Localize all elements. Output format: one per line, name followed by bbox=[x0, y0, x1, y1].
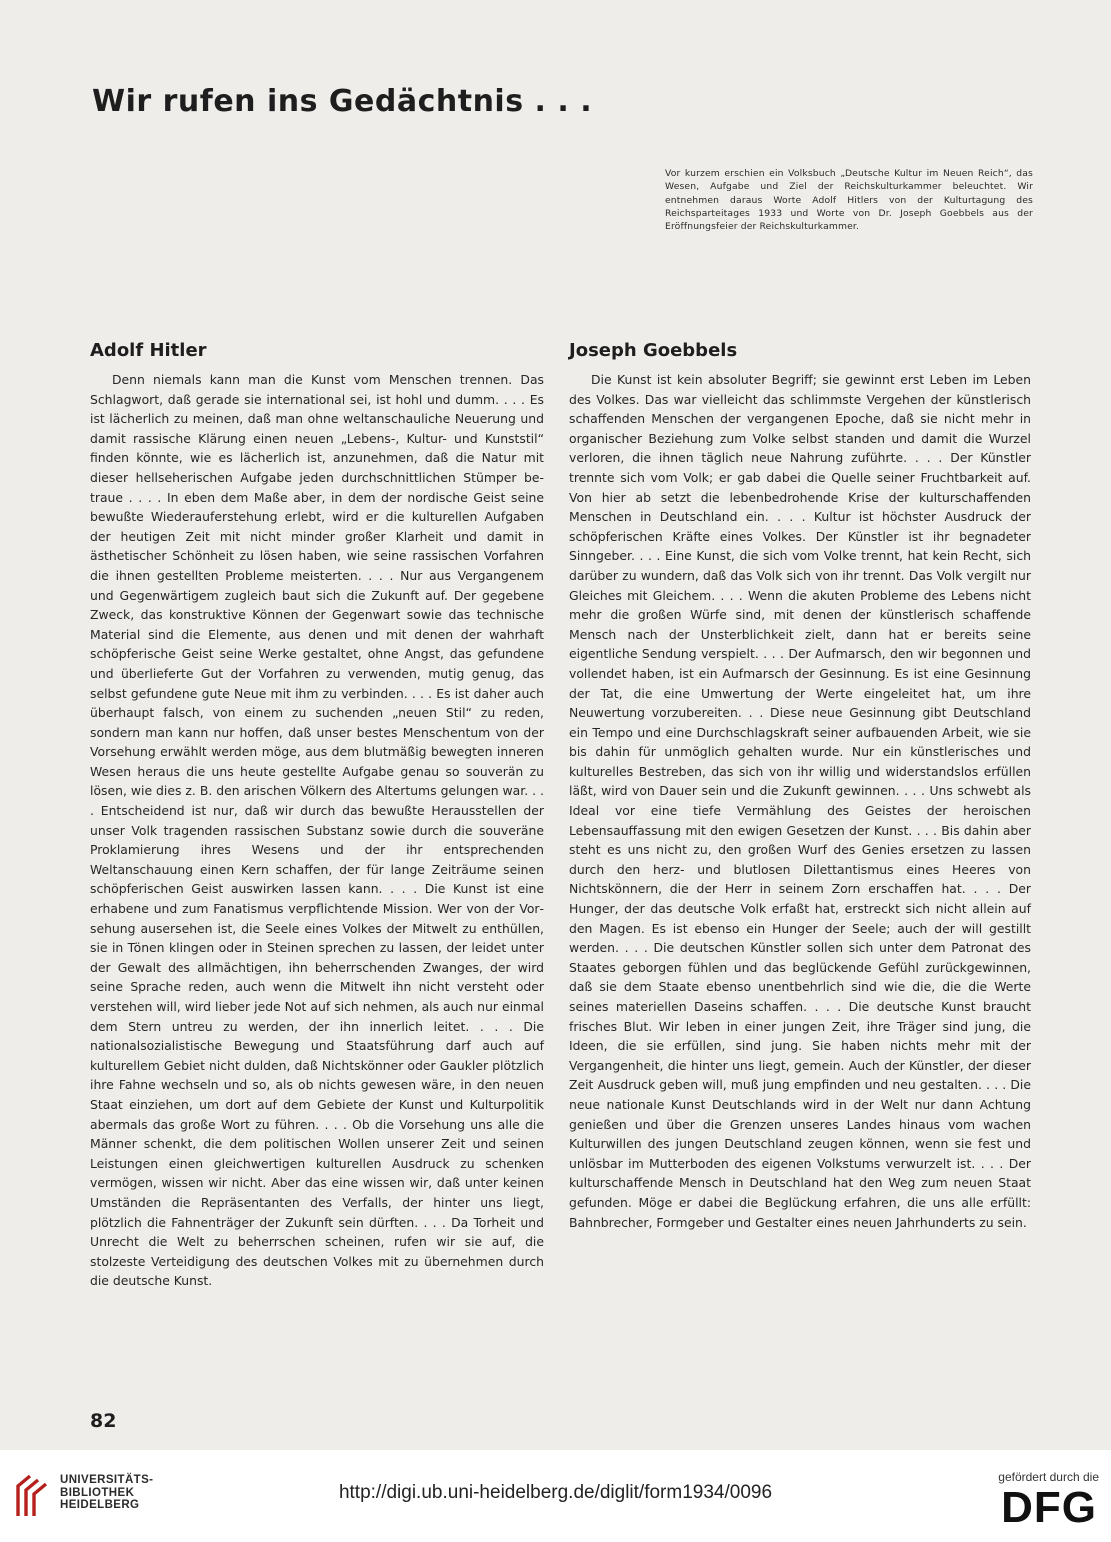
left-column-heading: Adolf Hitler bbox=[90, 340, 207, 361]
right-column bbox=[569, 370, 1031, 1232]
right-column-heading: Joseph Goebbels bbox=[569, 340, 738, 361]
left-column bbox=[90, 370, 544, 1291]
article-title: Wir rufen ins Gedächtnis . . . bbox=[92, 84, 593, 119]
source-url[interactable]: http://digi.ub.uni-heidelberg.de/diglit/form1934/0096 bbox=[338, 1482, 773, 1503]
library-name-line3: HEIDELBERG bbox=[60, 1499, 140, 1511]
library-name-line1: UNIVERSITÄTS- bbox=[60, 1474, 154, 1486]
page-number: 82 bbox=[90, 1410, 117, 1432]
right-column-text: Die Kunst ist kein absoluter Begriff; sie gewinnt erst Leben im Leben des Volkes. Das war vielleicht das schlimmste Vergehen der künstlerisch schaffenden Menschen der vergangenen Epoche, daß sie nicht mehr in organischer Beziehung zum Volke selbst standen und damit die Wurzel verloren, die ihnen täglich neue Nahrung zuführte. . . . Der Künstler trennte sich vom Volk; er gab dabei die Quelle seiner Fruchtbarkeit auf. Von hier ab setzt die lebenbedrohende Krise der kulturschaffenden Menschen in Deutschland ein. . . . Kultur ist höchster Ausdruck der schöpferischen Kräfte eines Volkes. Der Künstler ist ihr begnadeter Sinngeber. . . . Eine Kunst, die sich vom Volke trennt, hat kein Recht, sich darüber zu wundern, daß das Volk sich von ihr trennt. Das Volk vergilt nur Gleiches mit Gleichem. . . . Wenn die akuten Probleme des Lebens nicht mehr die großen Würfe sind, mit denen der künstlerisch schaffende Mensch nach der Unsterblichkeit zielt, dann hat er bereits seine eigentliche Sendung verspielt. . . . Der Aufmarsch, den wir begonnen und vollendet haben, ist ein Aufmarsch der Gesinnung. Es ist eine Gesinnung der Tat, die eine Umwertung der Werte eingeleitet hat, um ihre Neuwertung vorzubereiten. . . Diese neue Gesinnung gibt Deutschland ein Tempo und eine Durchschlagskraft seiner aufbauenden Arbeit, wie sie bis dahin für unmöglich gehalten wurde. Nur ein künstlerisches und kulturelles Bestreben, das sich von ihr willig und widerstandslos erfüllen läßt, wird von Dauer sein und die Zukunft gewinnen. . . . Uns schwebt als Ideal vor eine tiefe Vermählung des Geistes der heroischen Lebensauffassung mit den ewigen Gesetzen der Kunst. . . . Bis dahin aber steht es uns nicht zu, den großen Wurf des Genies ersetzen zu lassen durch den herz- und blutlosen Dilettantismus eines Heeres von Nichtskönnern, die der Herr in seinem Zorn erschaffen hat. . . . Der Hunger, der das deutsche Volk erfaßt hat, erstreckt sich nicht allein auf den Magen. Es ist ebenso ein Hunger der Seele; auch der will gestillt werden. . . . Die deutschen Künstler sollen sich unter dem Patronat des Staates geborgen fühlen und das beglückende Gefühl zurückgewinnen, daß sie dem Staate ebenso unentbehrlich sind wie die, die die Werte seines materiellen Daseins schaffen. . . . Die deutsche Kunst braucht frisches Blut. Wir leben in einer jungen Zeit, ihre Träger sind jung, die Ideen, die sie erfüllen, sind jung. Sie haben nichts mehr mit der Vergangenheit, die hinter uns liegt, gemein. Auch der Künstler, der dieser Zeit Ausdruck geben will, muß jung empfinden und neu gestalten. . . . Die neue nationale Kunst Deutschlands wird in der Welt nur dann Achtung genießen und über die Grenzen unseres Landes hinaus vom wachen Kulturwillen des jungen Deutschland zeugen können, wenn sie fest und unlösbar im Mutterboden des eigenen Volkstums verwurzelt ist. . . . Der kulturschaffende Mensch in Deutschland hat den Weg zum neuen Staat gefunden. Möge er dabei die Beglückung erfahren, die uns alle erfüllt: Bahnbrecher, Formgeber und Gestalter eines neuen Jahrhunderts zu sein. bbox=[569, 372, 1031, 1230]
intro-text: Vor kurzem erschien ein Volksbuch „Deutsche Kultur im Neuen Reich“, das Wesen, Aufgabe und Ziel der Reichskulturkammer beleuchtet. Wir entnehmen daraus Worte Adolf Hitlers von der Kulturtagung des Reichsparteitages 1933 und Worte von Dr. Joseph Goebbels aus der Eröffnungsfeier der Reichskulturkammer. bbox=[665, 168, 1033, 233]
library-name-line2: BIBLIOTHEK bbox=[60, 1486, 135, 1499]
funding-label: gefördert durch die bbox=[998, 1470, 1099, 1484]
footer bbox=[0, 1450, 1111, 1542]
left-column-text: Denn niemals kann man die Kunst vom Menschen trennen. Das Schlagwort, daß gerade sie international sei, ist hohl und dumm. . . . Es ist lächerlich zu meinen, daß man ohne weltanschauliche Neuerung und damit rassische Klärung einen neuen „Lebens-, Kultur- und Kunststil“ finden könnte, wie es lächerlich ist, anzunehmen, daß die Natur mit dieser hellseherischen Aufgabe jeden durchschnittlichen Stümper betraue . . . . In eben dem Maße aber, in dem der nordische Geist seine bewußte Wiederauferstehung erlebt, wird er die kulturellen Aufgaben der heutigen Zeit mit nicht minder großer Klarheit und damit in ästhetischer Schönheit zu lösen haben, wie seine rassischen Vorfahren die ihnen gestellten Probleme meisterten. . . . Nur aus Vergangenem und Gegenwärtigem zugleich baut sich die Zukunft auf. Der gegebene Zweck, das konstruktive Können der Gegenwart sowie das technische Material sind die Elemente, aus denen und mit denen der wahrhaft schöpferische Geist seine Werke gestaltet, ohne Angst, das gefundene und überlieferte Gut der Vorfahren zu verwenden, mutig genug, das selbst gefundene gute Neue mit ihm zu verbinden. . . . Es ist daher auch überhaupt falsch, von einem zu suchenden „neuen Stil“ zu reden, sondern man kann nur hoffen, daß unser bestes Menschentum von der Vorsehung erwählt werden möge, aus dem blutmäßig bewegten inneren Wesen heraus die uns heute gestellte Aufgabe genau so souverän zu lösen, wie dies z. B. den arischen Völkern des Altertums gelungen war. . . . Entscheidend ist nur, daß wir durch das bewußte Herausstellen der unser Volk tragenden rassischen Substanz sowie durch die souveräne Proklamierung ihres Wesens und der ihr entsprechenden Weltanschauung einen Kern schaffen, der für lange Zeiträume seinen schöpferischen Geist auswirken lassen kann. . . . Die Kunst ist eine erhabene und zum Fanatismus verpflichtende Mission. Wer von der Vorsehung ausersehen ist, die Seele eines Volkes der Mitwelt zu enthüllen, sie in Tönen klingen oder in Steinen sprechen zu lassen, der leidet unter der Gewalt des allmächtigen, ihn beherrschenden Zwanges, der wird seine Sprache reden, auch wenn die Mitwelt ihn nicht versteht oder verstehen will, wird lieber jede Not auf sich nehmen, als auch nur einmal dem Stern untreu zu werden, der ihn innerlich leitet. . . . Die nationalsozialistische Bewegung und Staatsführung darf auch auf kulturellem Gebiet nicht dulden, daß Nichtskönner oder Gaukler plötzlich ihre Fahne wechseln und so, als ob nichts gewesen wäre, in den neuen Staat einziehen, um dort auf dem Gebiete der Kunst und Kulturpolitik abermals das große Wort zu führen. . . . Ob die Vorsehung uns alle die Männer schenkt, die dem politischen Wollen unserer Zeit und seinen Leistungen einen gleichwertigen kulturellen Ausdruck zu schenken vermögen, wissen wir nicht. Aber das eine wissen wir, daß unter keinen Umständen die Repräsentanten des Verfalls, der hinter uns liegt, plötzlich die Fahnenträger der Zukunft sein dürften. . . . Da Torheit und Unrecht die Welt zu beherrschen scheinen, rufen wir sie auf, die stolzeste Verteidigung des deutschen Volkes mit zu übernehmen durch die deutsche Kunst. bbox=[90, 372, 544, 1289]
dfg-logo-icon: DFG bbox=[1001, 1483, 1097, 1532]
